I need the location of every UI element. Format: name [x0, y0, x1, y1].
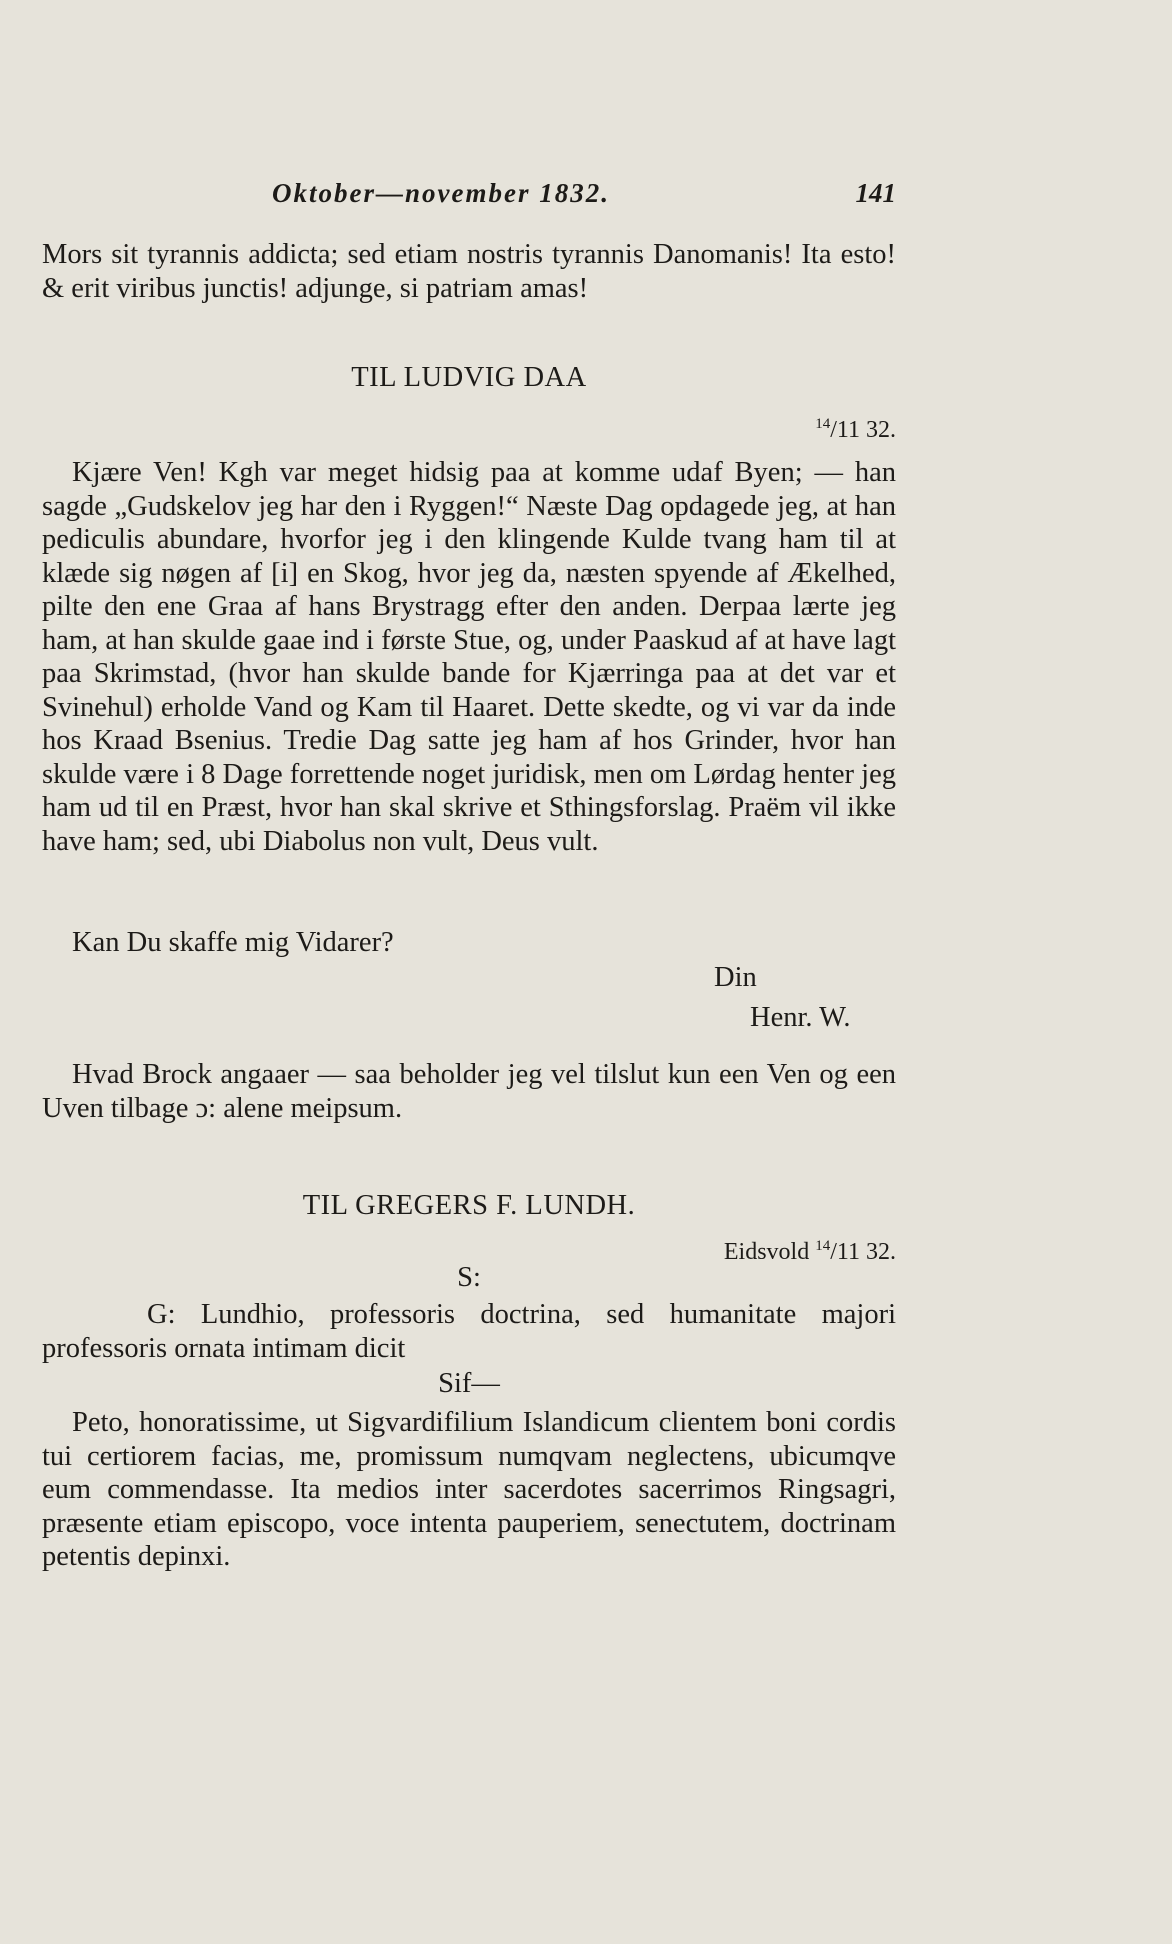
running-title: Oktober—november 1832.: [272, 178, 610, 208]
letter1-date: [42, 416, 896, 444]
letter1-heading: TIL LUDVIG DAA: [351, 362, 587, 393]
page-number: 141: [855, 178, 896, 208]
letter1-question: Kan Du skaffe mig Vidarer?: [72, 927, 394, 958]
letter2-date-place: Eidsvold: [723, 1239, 810, 1265]
letter1-postscript: Hvad Brock angaaer — saa beholder jeg vel tilslut kun een Ven og een Uven tilbage ɔ: alene meipsum.: [42, 1059, 896, 1124]
letter2-date-day: 14: [815, 1238, 831, 1254]
letter1-date-rest: /11 32.: [830, 417, 896, 443]
letter2-salutation: S:: [457, 1262, 481, 1293]
letter1-closing: Din: [714, 962, 757, 993]
letter1-signature: Henr. W.: [750, 1002, 851, 1033]
intro-paragraph: Mors sit tyrannis addicta; sed etiam nostris tyrannis Danomanis! Ita esto! & erit viribus junctis! adjunge, si patriam amas!: [42, 239, 896, 304]
letter2-greeting: G: Lundhio, professoris doctrina, sed humanitate majori professoris ornata intimam dicit: [42, 1299, 896, 1364]
letter2-sender: Sif—: [438, 1368, 500, 1399]
page-header: [42, 178, 896, 214]
letter2-date-rest: /11 32.: [830, 1239, 896, 1265]
letter1-date-day: 14: [815, 416, 831, 432]
letter2-body: Peto, honoratissime, ut Sigvardifilium Islandicum clientem boni cordis tui certiorem facias, me, promissum numqvam neglectens, ubicumqve eum commendasse. Ita medios inter sacerdotes sacerrimos Ringsagri, præsente etiam episcopo, voce intenta pauperiem, senectutem, doctrinam petentis depinxi.: [42, 1407, 896, 1572]
letter2-heading: TIL GREGERS F. LUNDH.: [302, 1190, 636, 1221]
letter1-body: Kjære Ven! Kgh var meget hidsig paa at komme udaf Byen; — han sagde „Gudskelov jeg har den i Ryggen!“ Næste Dag opdagede jeg, at han pediculis abundare, hvorfor jeg i den klingende Kulde tvang ham til at klæde sig nøgen af [i] en Skog, hvor jeg da, næsten spyende af Ækelhed, pilte den ene Graa af hans Brystragg efter den anden. Derpaa lærte jeg ham, at han skulde gaae ind i første Stue, og, under Paaskud af at have lagt paa Skrimstad, (hvor han skulde bande for Kjærringa paa at det var et Svinehul) erholde Vand og Kam til Haaret. Dette skedte, og vi var da inde hos Kraad Bsenius. Tredie Dag satte jeg ham af hos Grinder, hvor han skulde være i 8 Dage forrettende noget juridisk, men om Lørdag henter jeg ham ud til en Præst, hvor han skal skrive et Sthingsforslag. Praëm vil ikke have ham; sed, ubi Diabolus non vult, Deus vult.: [42, 457, 896, 857]
